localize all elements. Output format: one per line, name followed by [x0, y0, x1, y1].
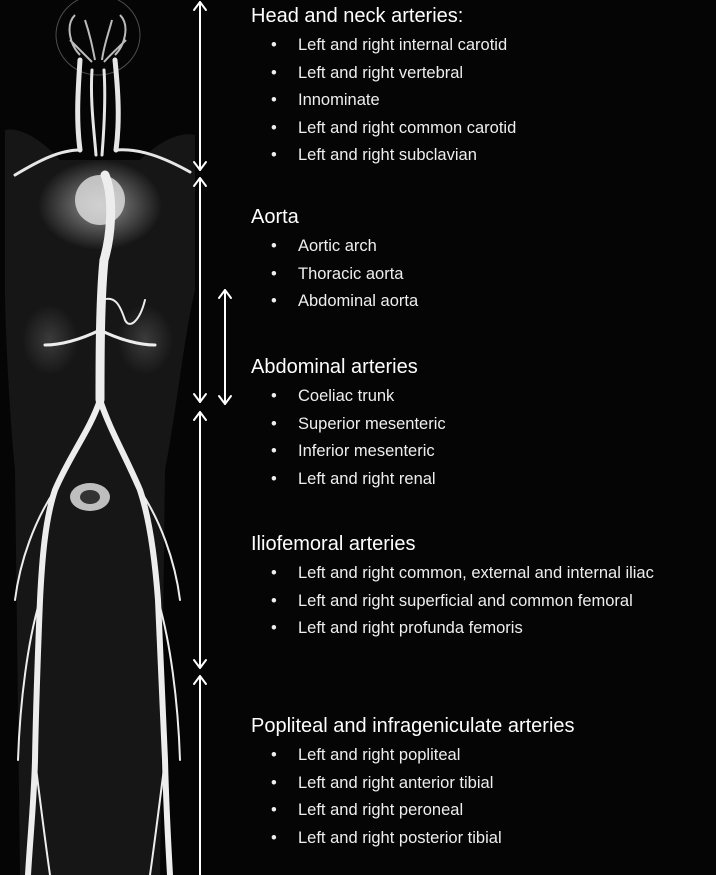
section-title: Abdominal arteries	[251, 356, 418, 378]
item-list	[251, 742, 575, 852]
section-head-neck	[251, 4, 516, 170]
list-item: • Abdominal aorta	[251, 288, 418, 316]
aorta-range-arrow	[194, 178, 206, 402]
list-item: • Innominate	[251, 87, 516, 115]
list-item: • Left and right posterior tibial	[251, 825, 575, 853]
section-title: Iliofemoral arteries	[251, 533, 416, 555]
list-item: • Thoracic aorta	[251, 261, 418, 289]
angiogram-image	[0, 0, 200, 875]
list-item: • Left and right renal	[251, 466, 446, 494]
list-item: • Left and right profunda femoris	[251, 615, 654, 643]
list-item: • Inferior mesenteric	[251, 438, 446, 466]
list-item: • Left and right peroneal	[251, 797, 575, 825]
section-iliofemoral	[251, 532, 654, 643]
item-list	[251, 32, 516, 170]
list-item: • Left and right anterior tibial	[251, 770, 575, 798]
range-arrows	[180, 0, 240, 875]
list-item: • Left and right superficial and common femoral	[251, 588, 654, 616]
section-title: Head and neck arteries:	[251, 5, 464, 27]
section-popliteal	[251, 714, 575, 852]
abdominal-range-arrow	[219, 290, 231, 404]
list-item: • Coeliac trunk	[251, 383, 446, 411]
list-item: • Left and right popliteal	[251, 742, 575, 770]
list-item: • Superior mesenteric	[251, 411, 446, 439]
section-abdominal	[251, 355, 446, 493]
item-list	[251, 233, 418, 316]
list-item: • Left and right subclavian	[251, 142, 516, 170]
item-list	[251, 383, 446, 493]
section-title: Aorta	[251, 206, 299, 228]
iliofemoral-range-arrow	[194, 412, 206, 668]
section-title: Popliteal and infrageniculate arteries	[251, 715, 575, 737]
popliteal-range-arrow	[194, 676, 206, 875]
list-item: • Left and right vertebral	[251, 60, 516, 88]
head-neck-range-arrow	[194, 2, 206, 170]
item-list	[251, 560, 654, 643]
list-item: • Left and right internal carotid	[251, 32, 516, 60]
section-aorta	[251, 205, 418, 316]
list-item: • Left and right common carotid	[251, 115, 516, 143]
list-item: • Aortic arch	[251, 233, 418, 261]
list-item: • Left and right common, external and internal iliac	[251, 560, 654, 588]
